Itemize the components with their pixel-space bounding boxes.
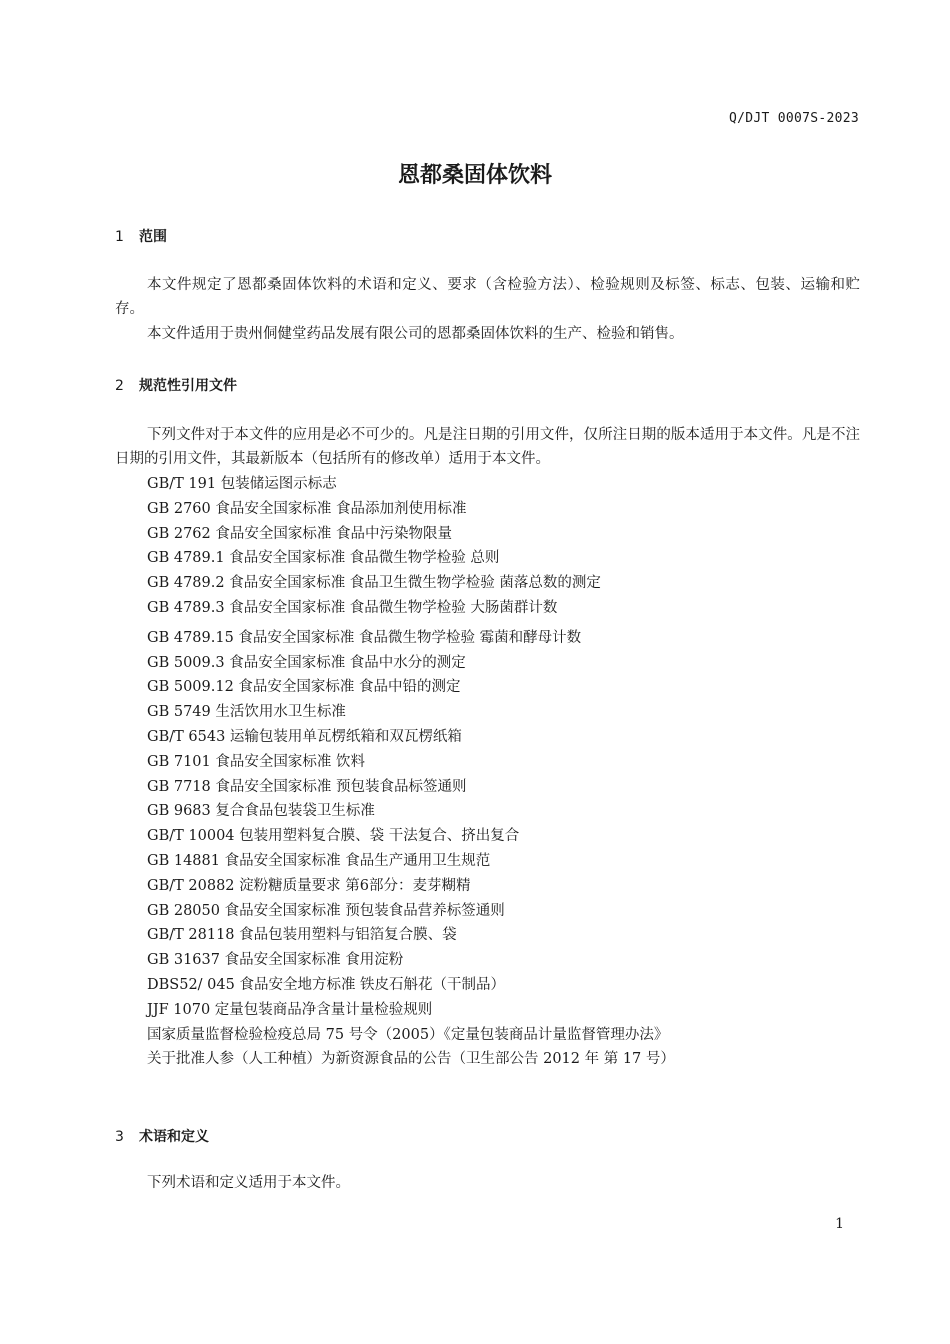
page-number: 1 xyxy=(835,1216,844,1232)
section-1-heading xyxy=(115,226,167,246)
reference-item: GB/T 10004 包装用塑料复合膜、袋 干法复合、挤出复合 xyxy=(147,828,520,845)
reference-item: GB 31637 食品安全国家标准 食用淀粉 xyxy=(147,952,404,969)
document-title: 恩都桑固体饮料 xyxy=(397,163,552,188)
reference-item: 关于批准人参（人工种植）为新资源食品的公告（卫生部公告 2012 年 第 17 号） xyxy=(147,1051,675,1068)
section-2-heading xyxy=(115,375,237,395)
normative-references-list xyxy=(147,472,675,1072)
reference-item: GB/T 6543 运输包装用单瓦楞纸箱和双瓦楞纸箱 xyxy=(147,728,462,745)
section-title: 规范性引用文件 xyxy=(139,378,237,394)
document-number: Q/DJT 0007S-2023 xyxy=(728,111,859,126)
reference-item: GB 5009.12 食品安全国家标准 食品中铅的测定 xyxy=(147,679,461,696)
reference-item: GB/T 28118 食品包装用塑料与铝箔复合膜、袋 xyxy=(147,927,457,944)
section-number: 3 xyxy=(115,1129,124,1145)
terms-intro-paragraph: 下列术语和定义适用于本文件。 xyxy=(147,1175,350,1191)
reference-item: GB 5749 生活饮用水卫生标准 xyxy=(147,704,346,721)
reference-item: GB 7718 食品安全国家标准 预包装食品标签通则 xyxy=(147,778,467,795)
reference-item: GB 4789.3 食品安全国家标准 食品微生物学检验 大肠菌群计数 xyxy=(147,599,558,616)
section-number: 1 xyxy=(115,229,124,245)
reference-item: 国家质量监督检验检疫总局 75 号令（2005）《定量包装商品计量监督管理办法》 xyxy=(147,1026,669,1043)
section-3-heading xyxy=(115,1126,209,1146)
reference-item: GB 28050 食品安全国家标准 预包装食品营养标签通则 xyxy=(147,902,505,919)
reference-item: GB 4789.1 食品安全国家标准 食品微生物学检验 总则 xyxy=(147,550,500,567)
section-title: 术语和定义 xyxy=(139,1129,209,1145)
reference-item: DBS52/ 045 食品安全地方标准 铁皮石斛花（干制品） xyxy=(147,976,506,993)
reference-item: GB 4789.2 食品安全国家标准 食品卫生微生物学检验 菌落总数的测定 xyxy=(147,575,601,592)
section-number: 2 xyxy=(115,378,124,394)
reference-item: GB 4789.15 食品安全国家标准 食品微生物学检验 霉菌和酵母计数 xyxy=(147,629,582,646)
reference-item: GB 14881 食品安全国家标准 食品生产通用卫生规范 xyxy=(147,852,491,869)
reference-item: GB/T 20882 淀粉糖质量要求 第6部分：麦芽糊精 xyxy=(147,877,471,894)
reference-item: GB/T 191 包装储运图示标志 xyxy=(147,476,337,492)
reference-item: GB 5009.3 食品安全国家标准 食品中水分的测定 xyxy=(147,654,466,671)
reference-item: GB 2760 食品安全国家标准 食品添加剂使用标准 xyxy=(147,500,467,517)
section-title: 范围 xyxy=(139,229,167,245)
references-intro-paragraph: 下列文件对于本文件的应用是必不可少的。凡是注日期的引用文件，仅所注日期的版本适用于本文件。凡是不注日期的引用文件，其最新版本（包括所有的修改单）适用于本文件。 xyxy=(115,427,860,467)
reference-item: JJF 1070 定量包装商品净含量计量检验规则 xyxy=(147,1001,433,1018)
reference-item: GB 9683 复合食品包装袋卫生标准 xyxy=(147,803,375,820)
scope-paragraph-1: 本文件规定了恩都桑固体饮料的术语和定义、要求（含检验方法）、检验规则及标签、标志、包装、运输和贮存。 xyxy=(115,277,860,317)
reference-item: GB 7101 食品安全国家标准 饮料 xyxy=(147,753,365,770)
scope-paragraph-2: 本文件适用于贵州侗健堂药品发展有限公司的恩都桑固体饮料的生产、检验和销售。 xyxy=(147,326,684,342)
reference-item: GB 2762 食品安全国家标准 食品中污染物限量 xyxy=(147,525,452,542)
